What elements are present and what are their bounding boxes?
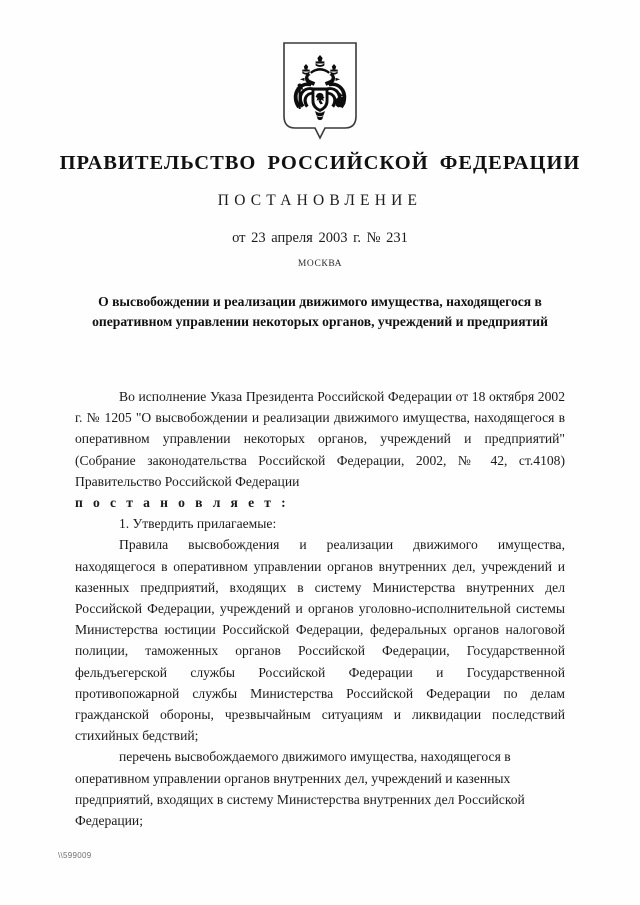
body-paragraph-item-1: 1. Утвердить прилагаемые: <box>119 516 277 532</box>
document-city: МОСКВА <box>297 259 343 269</box>
russian-coat-of-arms-icon <box>281 42 359 146</box>
footer-document-code: \\599009 <box>58 851 92 860</box>
body-paragraph-rules: Правила высвобождения и реализации движимого имущества, находящегося в оперативном управлении органов внутренних дел, учреждений и казенных предприятий, входящих в систему Министерства внутренних дел Российской Федерации, учреждений и органов уголовно-исполнительной системы Министерства юстиции Российской Федерации, федеральных органов налоговой полиции, таможенных органов Российской Федерации, Государственной фельдъегерской службы Российской Федерации и Государственной противопожарной службы Министерства Российской Федерации по делам гражданской обороны, чрезвычайным ситуациям и ликвидации последствий стихийных бедствий; <box>75 537 565 744</box>
document-subject-title: О высвобождении и реализации движимого имущества, находящегося в оперативном управлении некоторых органов, учреждений и предприятий <box>92 294 548 329</box>
document-date-number: от 23 апреля 2003 г. № 231 <box>232 230 408 246</box>
body-paragraph-list: перечень высвобождаемого движимого имущества, находящегося в оперативном управлении органов внутренних дел, учреждений и казенных предприятий, входящих в систему Министерства внутренних дел Российской Федерации; <box>75 749 525 829</box>
document-body <box>75 386 565 831</box>
preamble-text: Во исполнение Указа Президента Российской Федерации от 18 октября 2002 г. № 1205 "О высвобождении и реализации движимого имущества, находящегося в оперативном управлении некоторых органов, учреждений и предприятий" (Собрание законодательства Российской Федерации, 2002, № 42, ст.4108) Правительство Российской Федерации <box>75 389 565 489</box>
document-kind: ПОСТАНОВЛЕНИЕ <box>217 192 423 209</box>
decrees-keyword: п о с т а н о в л я е т : <box>75 495 290 511</box>
body-paragraph-preamble <box>75 386 565 513</box>
coat-of-arms-container <box>0 42 640 146</box>
organization-title: ПРАВИТЕЛЬСТВО РОССИЙСКОЙ ФЕДЕРАЦИИ <box>59 152 581 174</box>
